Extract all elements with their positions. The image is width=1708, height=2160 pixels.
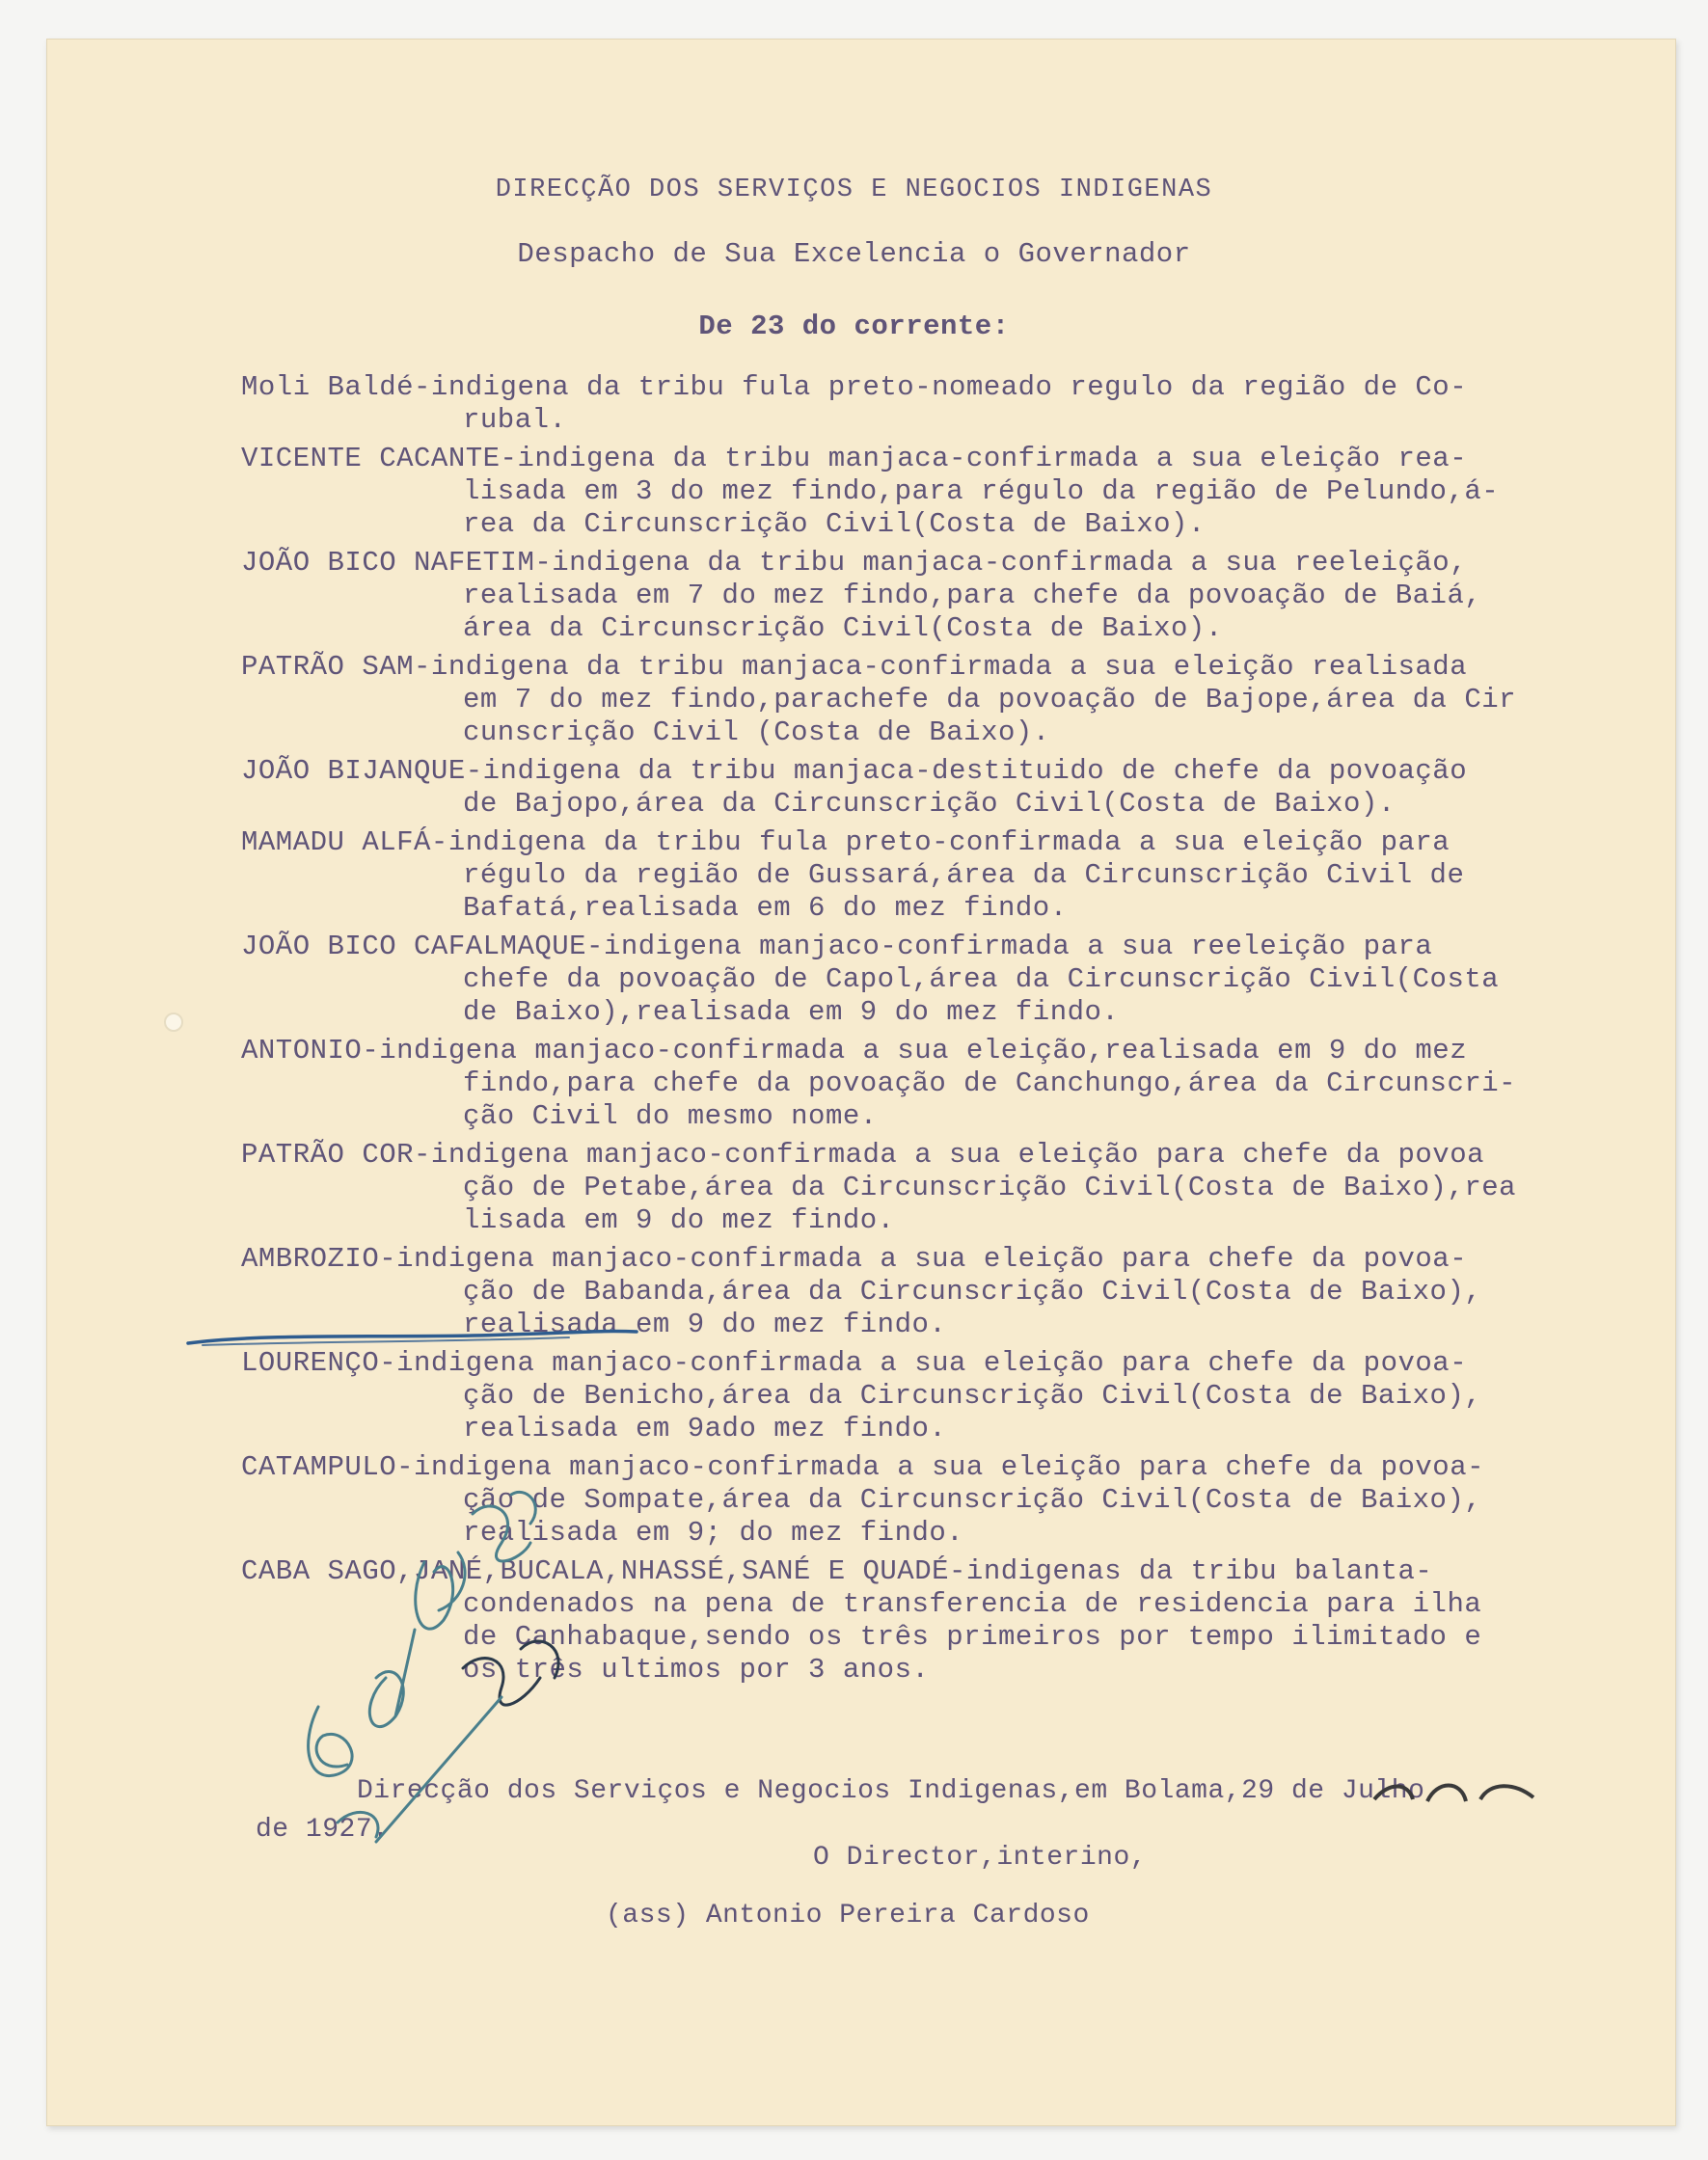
entry-heading-line: CATAMPULO-indigena manjaco-confirmada a sua eleição para chefe da povoa- xyxy=(241,1451,1485,1483)
entry-heading-line: JOÃO BICO NAFETIM-indigena da tribu manjaca-confirmada a sua reeleição, xyxy=(241,547,1468,579)
entry-heading-line: ANTONIO-indigena manjaco-confirmada a sua eleição,realisada em 9 do mez xyxy=(241,1035,1468,1066)
entry-continuation-line: ção de Benicho,área da Circunscrição Civil(Costa de Baixo), xyxy=(463,1380,1482,1412)
entry-continuation-line: rubal. xyxy=(463,404,567,436)
closing-place-line-1: Direcção dos Serviços e Negocios Indigenas,em Bolama,29 de Julho xyxy=(357,1776,1425,1806)
entry-continuation-line: rea da Circunscrição Civil(Costa de Baixo). xyxy=(463,508,1206,540)
entry-continuation-line: ção de Sompate,área da Circunscrição Civil(Costa de Baixo), xyxy=(463,1484,1482,1516)
entry-heading-line: PATRÃO SAM-indigena da tribu manjaca-confirmada a sua eleição realisada xyxy=(241,651,1468,683)
entry-continuation-line: lisada em 3 do mez findo,para régulo da região de Pelundo,á- xyxy=(463,475,1500,507)
entry-heading-line: JOÃO BICO CAFALMAQUE-indigena manjaco-confirmada a sua reeleição para xyxy=(241,931,1433,962)
entry-continuation-line: chefe da povoação de Capol,área da Circunscrição Civil(Costa xyxy=(463,963,1500,995)
entry-heading-line: VICENTE CACANTE-indigena da tribu manjaca-confirmada a sua eleição rea- xyxy=(241,443,1468,474)
handwritten-endorsement-scribble xyxy=(280,1456,608,1861)
entry-continuation-line: de Bajopo,área da Circunscrição Civil(Costa de Baixo). xyxy=(463,788,1396,820)
office-heading: DIRECÇÃO DOS SERVIÇOS E NEGOCIOS INDIGENAS xyxy=(495,176,1213,204)
underline-annotation xyxy=(183,1316,646,1355)
entry-continuation-line: ção de Petabe,área da Circunscrição Civil(Costa de Baixo),rea xyxy=(463,1172,1517,1203)
entry-continuation-line: de Baixo),realisada em 9 do mez findo. xyxy=(463,996,1120,1028)
entry-continuation-line: ção de Babanda,área da Circunscrição Civil(Costa de Baixo), xyxy=(463,1276,1482,1308)
entry-continuation-line: de Canhabaque,sendo os três primeiros por tempo ilimitado e xyxy=(463,1621,1482,1653)
entry-heading-line: PATRÃO COR-indigena manjaco-confirmada a sua eleição para chefe da povoa xyxy=(241,1139,1485,1171)
handwritten-date-overstrike xyxy=(1369,1772,1543,1821)
margin-paper-clip-mark xyxy=(154,1003,193,1041)
entry-heading-line: LOURENÇO-indigena manjaco-confirmada a sua eleição para chefe da povoa- xyxy=(241,1347,1468,1379)
entry-continuation-line: régulo da região de Gussará,área da Circunscrição Civil de xyxy=(463,859,1465,891)
closing-place-line-2: de 1927. xyxy=(256,1815,390,1845)
entry-heading-line: JOÃO BIJANQUE-indigena da tribu manjaca-destituido de chefe da povoação xyxy=(241,755,1468,787)
dispatch-subtitle: Despacho de Sua Excelencia o Governador xyxy=(517,238,1191,270)
entry-continuation-line: em 7 do mez findo,parachefe da povoação de Bajope,área da Cir xyxy=(463,684,1517,716)
entry-continuation-line: lisada em 9 do mez findo. xyxy=(463,1204,895,1236)
entry-heading-line: MAMADU ALFÁ-indigena da tribu fula preto-confirmada a sua eleição para xyxy=(241,826,1450,858)
entry-heading-line: Moli Baldé-indigena da tribu fula preto-nomeado regulo da região de Co- xyxy=(241,371,1468,403)
entry-continuation-line: Bafatá,realisada em 6 do mez findo. xyxy=(463,892,1068,924)
entry-continuation-line: os três ultimos por 3 anos. xyxy=(463,1654,930,1686)
entry-continuation-line: condenados na pena de transferencia de residencia para ilha xyxy=(463,1588,1482,1620)
dispatch-date-line: De 23 do corrente: xyxy=(698,310,1010,342)
entry-heading-line: CABA SAGO,JANÉ,BUCALA,NHASSÉ,SANÉ E QUADÉ-indigenas da tribu balanta- xyxy=(241,1555,1433,1587)
entry-continuation-line: realisada em 9; do mez findo. xyxy=(463,1517,964,1549)
entry-continuation-line: realisada em 9ado mez findo. xyxy=(463,1413,947,1444)
entry-continuation-line: realisada em 9 do mez findo. xyxy=(463,1309,947,1340)
entry-continuation-line: findo,para chefe da povoação de Canchungo,área da Circunscri- xyxy=(463,1067,1517,1099)
signature-line: (ass) Antonio Pereira Cardoso xyxy=(606,1901,1090,1930)
entry-continuation-line: área da Circunscrição Civil(Costa de Baixo). xyxy=(463,612,1223,644)
entry-continuation-line: cunscrição Civil (Costa de Baixo). xyxy=(463,716,1050,748)
entry-continuation-line: realisada em 7 do mez findo,para chefe da povoação de Baiá, xyxy=(463,580,1482,611)
director-title: O Director,interino, xyxy=(813,1843,1148,1873)
entry-heading-line: AMBROZIO-indigena manjaco-confirmada a sua eleição para chefe da povoa- xyxy=(241,1243,1468,1275)
entry-continuation-line: ção Civil do mesmo nome. xyxy=(463,1100,878,1132)
